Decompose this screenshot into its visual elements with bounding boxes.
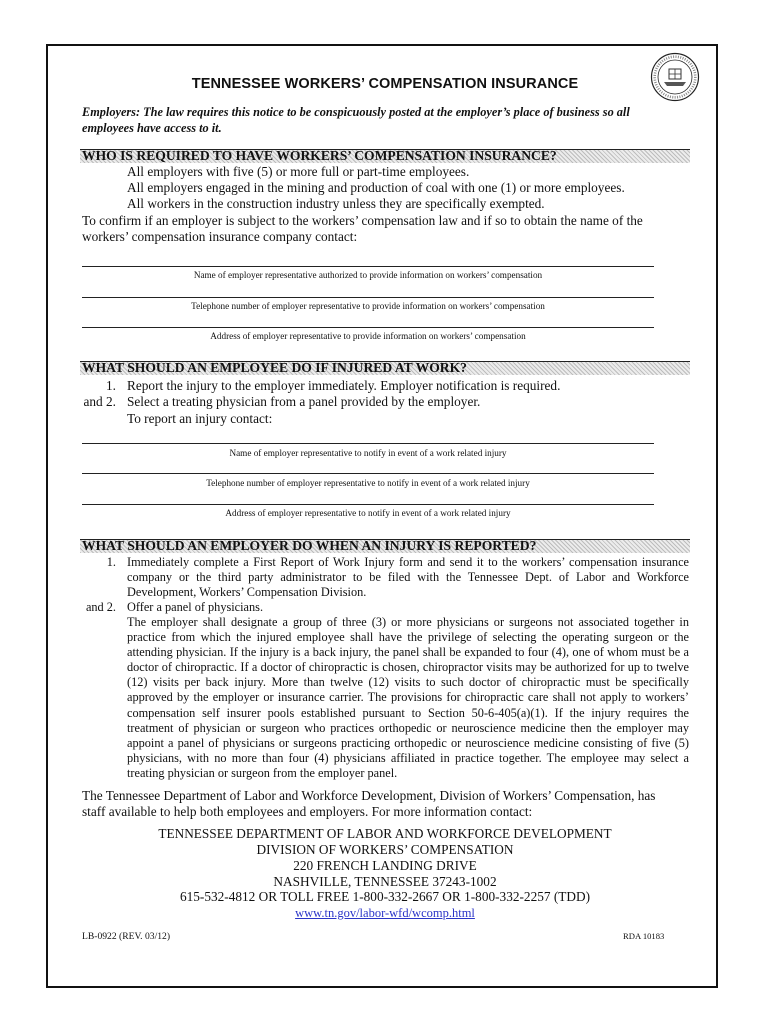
closing-text: The Tennessee Department of Labor and Workforce Development, Division of Workers’ Compensation, has (82, 788, 656, 803)
step-number: 1. (106, 555, 116, 569)
step-text: Report the injury to the employer immediately. Employer notification is required. (127, 378, 561, 393)
injury-contact-address-field[interactable] (82, 504, 654, 505)
field-caption: Name of employer representative authorized to provide information on workers’ compensation (193, 270, 543, 280)
report-contact-text: To report an injury contact: (127, 411, 273, 426)
confirm-text: workers’ compensation insurance company contact: (82, 229, 358, 244)
step-number: and 2. (85, 600, 116, 614)
section-heading: WHAT SHOULD AN EMPLOYEE DO IF INJURED AT WORK? (82, 360, 467, 375)
section-heading: WHO IS REQUIRED TO HAVE WORKERS’ COMPENSATION INSURANCE? (82, 148, 557, 163)
closing-text: staff available to help both employees and employers. For more information contact: (82, 804, 533, 819)
confirm-text: To confirm if an employer is subject to the workers’ compensation law and if so to obtain the name of the (82, 213, 643, 228)
field-caption: Telephone number of employer representative to notify in event of a work related injury (206, 478, 530, 488)
panel-provisions: The employer shall designate a group of three (3) or more physicians or surgeons not associated together in practice from which the injured employee shall have the privilege of selecting the operating surgeon or the attending physician. If the injury is a back injury, the panel shall be expanded to four (4), one of whom must be a doctor of chiropractic. If a doctor of chiropractic is chosen, chiropractor visits may be authorized for up to twelve (12) visits per back injury. More than twelve (12) visits to such doctor of chiropractic must be specifically approved by the employer or insurance carrier. The provisions for chiropractic care shall not apply to workers’ compensation self insurer pools established pursuant to Section 50-6-405(a)(1). If the injury requires the treatment of physician or surgeon who practices orthopedic or neuroscience medicine then the employer may appoint a panel of physicians or surgeons practicing orthopedic or neuroscience medicine consisting of five (5) physicians, with no more than four (4) physicians affiliated in practice together. The employee may select a treating physician or surgeon from the employer panel. (127, 615, 689, 780)
field-caption: Name of employer representative to notify in event of a work related injury (229, 448, 507, 458)
employer-rep-phone-field[interactable] (82, 297, 654, 298)
section-heading: WHAT SHOULD AN EMPLOYER DO WHEN AN INJURY IS REPORTED? (82, 538, 537, 553)
section-header-employer-reported (80, 539, 690, 553)
injury-contact-name-field[interactable] (82, 443, 654, 444)
field-caption: Address of employer representative to notify in event of a work related injury (225, 508, 511, 518)
website-link[interactable]: www.tn.gov/labor-wfd/wcomp.html (295, 906, 475, 920)
step-text: Immediately complete a First Report of Work Injury form and send it to the workers’ compensation insurance company or the third party administrator to be filed with the Tennessee Dept. of Labor and Workforce Development, Workers’ Compensation Division. (127, 555, 689, 600)
section-header-employee-injured (80, 361, 690, 375)
employer-rep-name-field[interactable] (82, 266, 654, 267)
page-title: TENNESSEE WORKERS’ COMPENSATION INSURANCE (191, 76, 579, 92)
list-item: All workers in the construction industry unless they are specifically exempted. (127, 196, 545, 211)
intro-notice: Employers: The law requires this notice to be conspicuously posted at the employer’s place of business so all employees have access to it. (82, 105, 630, 135)
step-number: 1. (106, 378, 116, 393)
rda-number: RDA 10183 (623, 931, 665, 941)
step-number: and 2. (83, 394, 116, 409)
employer-rep-address-field[interactable] (82, 327, 654, 328)
list-item: All employers with five (5) or more full or part-time employees. (127, 164, 470, 179)
contact-phones: 615-532-4812 OR TOLL FREE 1-800-332-2667 OR 1-800-332-2257 (TDD) (179, 889, 591, 904)
form-number: LB-0922 (REV. 03/12) (82, 931, 171, 942)
contact-url-row (0, 905, 770, 922)
step-text: Offer a panel of physicians. (127, 600, 264, 614)
field-caption: Address of employer representative to provide information on workers’ compensation (210, 331, 526, 341)
list-item: All employers engaged in the mining and production of coal with one (1) or more employees. (127, 180, 625, 195)
contact-city: NASHVILLE, TENNESSEE 37243-1002 (273, 874, 497, 889)
injury-contact-phone-field[interactable] (82, 473, 654, 474)
section-header-who-required (80, 149, 690, 163)
contact-street: 220 FRENCH LANDING DRIVE (293, 858, 477, 873)
contact-org: TENNESSEE DEPARTMENT OF LABOR AND WORKFORCE DEVELOPMENT (158, 826, 612, 841)
field-caption: Telephone number of employer representative to provide information on workers’ compensation (191, 301, 545, 311)
step-text: Select a treating physician from a panel provided by the employer. (127, 394, 481, 409)
contact-division: DIVISION OF WORKERS’ COMPENSATION (256, 842, 514, 857)
